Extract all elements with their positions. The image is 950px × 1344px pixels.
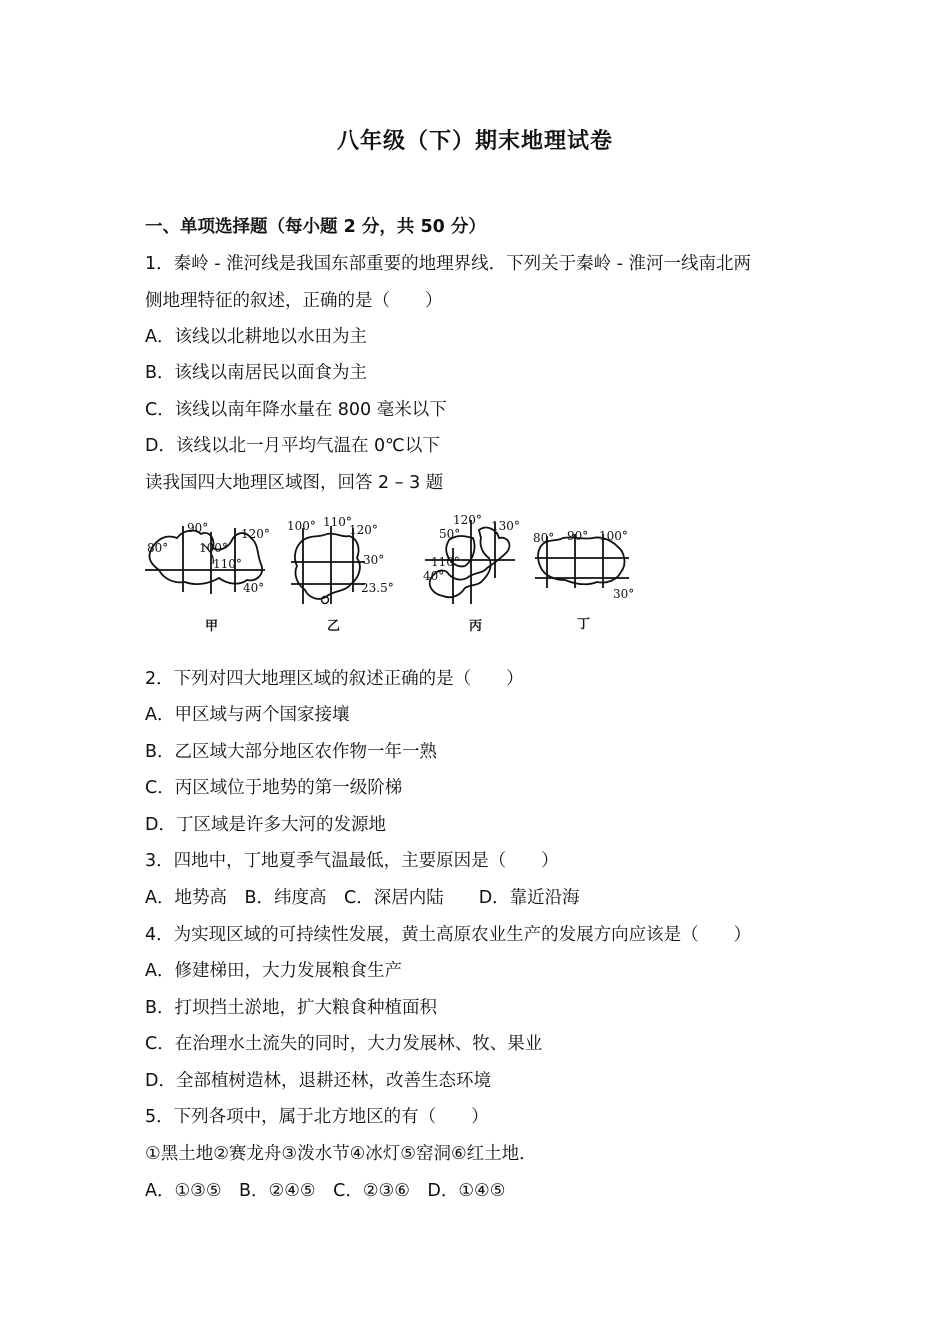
- regions-map-figure: [143, 508, 638, 638]
- q3-stem: 3．四地中，丁地夏季气温最低，主要原因是（ ）: [145, 851, 559, 871]
- map-jia-caption: 甲: [205, 619, 219, 634]
- q1-option-b: B．该线以南居民以面食为主: [145, 363, 368, 383]
- map-bing-caption: 丙: [469, 619, 483, 634]
- map-jia-label-1: 90°: [187, 521, 209, 535]
- q2-option-a: A．甲区域与两个国家接壤: [145, 705, 350, 725]
- map-ding-label-4: 30°: [613, 587, 635, 601]
- map-jia-label-4: 100°: [199, 541, 228, 555]
- section-heading: 一、单项选择题（每小题 2 分，共 50 分）: [145, 217, 486, 237]
- map-ding-caption: 丁: [577, 617, 591, 632]
- q1-option-a: A．该线以北耕地以水田为主: [145, 327, 367, 347]
- q5-items: ①黑土地②赛龙舟③泼水节④冰灯⑤窑洞⑥红土地．: [145, 1144, 537, 1164]
- map-yi-label-4: 30°: [363, 553, 385, 567]
- map-bing-label-1: 120°: [453, 513, 482, 527]
- q2-option-d: D．丁区域是许多大河的发源地: [145, 815, 386, 835]
- q1-stem-line1: 1．秦岭 - 淮河线是我国东部重要的地理界线．下列关于秦岭 - 淮河一线南北两: [145, 254, 752, 274]
- map-yi-label-3: 120°: [349, 523, 378, 537]
- q4-stem: 4．为实现区域的可持续性发展，黄土高原农业生产的发展方向应该是（ ）: [145, 925, 752, 945]
- map-bing-label-4: 110°: [431, 555, 460, 569]
- q1-stem-line2: 侧地理特征的叙述，正确的是（ ）: [145, 291, 443, 311]
- q5-options: A．①③⑤ B．②④⑤ C．②③⑥ D．①④⑤: [145, 1181, 506, 1201]
- map-yi-label-1: 100°: [287, 519, 316, 533]
- map-jia-label-2: 120°: [241, 527, 270, 541]
- q3-options: A．地势高 B．纬度高 C．深居内陆 D．靠近沿海: [145, 888, 580, 908]
- map-yi-label-2: 110°: [323, 515, 352, 529]
- map-bing-label-5: 40°: [423, 569, 445, 583]
- q4-option-b: B．打坝挡土淤地，扩大粮食种植面积: [145, 998, 438, 1018]
- map-yi-caption: 乙: [327, 619, 341, 634]
- map-jia-label-3: 80°: [147, 541, 169, 555]
- map-ding-label-1: 80°: [533, 531, 555, 545]
- q2-option-b: B．乙区域大部分地区农作物一年一熟: [145, 742, 438, 762]
- q1-option-d: D．该线以北一月平均气温在 0℃以下: [145, 436, 440, 456]
- map-bing-label-3: 50°: [439, 527, 461, 541]
- map-yi-label-5: 23.5°: [361, 581, 394, 595]
- q1-option-c: C．该线以南年降水量在 800 毫米以下: [145, 400, 447, 420]
- q2-option-c: C．丙区域位于地势的第一级阶梯: [145, 778, 403, 798]
- figure-instruction: 读我国四大地理区域图，回答 2 – 3 题: [145, 473, 444, 493]
- map-ding-label-3: 100°: [599, 529, 628, 543]
- q2-stem: 2．下列对四大地理区域的叙述正确的是（ ）: [145, 669, 524, 689]
- map-jia-label-6: 40°: [243, 581, 265, 595]
- q4-option-d: D．全部植树造林，退耕还林，改善生态环境: [145, 1071, 491, 1091]
- map-bing-label-2: 130°: [491, 519, 520, 533]
- q4-option-a: A．修建梯田，大力发展粮食生产: [145, 961, 402, 981]
- page-title: 八年级（下）期末地理试卷: [336, 129, 613, 154]
- q4-option-c: C．在治理水土流失的同时，大力发展林、牧、果业: [145, 1034, 543, 1054]
- q5-stem: 5．下列各项中，属于北方地区的有（ ）: [145, 1107, 489, 1127]
- map-ding-label-2: 90°: [567, 529, 589, 543]
- map-jia-label-5: 110°: [213, 557, 242, 571]
